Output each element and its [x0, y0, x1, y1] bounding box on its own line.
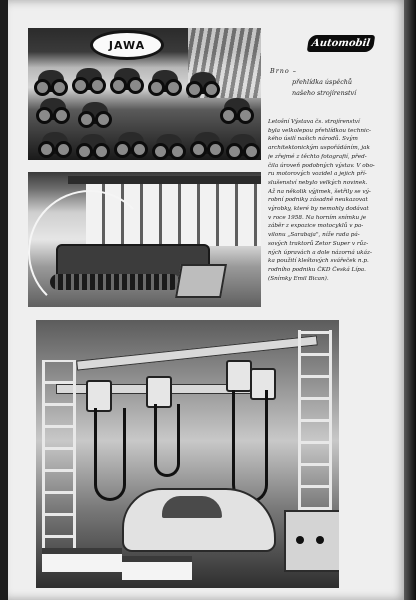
dozer-blade [175, 264, 227, 298]
body-line: výrobky, které by nemohly dodávat [268, 206, 369, 213]
body-line: slušenství nebylo velkých novinek. [268, 179, 368, 186]
body-line: ných úpravách a dole názorná ukáz- [268, 249, 372, 256]
motorcycle [152, 70, 178, 92]
body-line: ka použití kleštových svářeček n.p. [268, 258, 369, 265]
body-line: záběr z expozice motocyklů v pa- [268, 223, 364, 230]
body-line: ru motorových vozidel a jejich pří- [268, 171, 367, 178]
photo-motorcycle-exhibit [28, 28, 261, 160]
motorcycle [230, 134, 256, 156]
automobil-logo: Automobil [307, 35, 375, 52]
welder-control-box [284, 510, 339, 572]
photo-tractor-exhibit [28, 172, 261, 307]
pavilion-roof [68, 176, 261, 184]
body-line: sových traktorů Zetor Super v růz- [268, 240, 369, 247]
body-line: v roce 1958. Na horním snímku je [268, 214, 367, 221]
welding-cable [232, 390, 268, 503]
motorcycle [118, 132, 144, 154]
motorcycle [82, 102, 108, 124]
control-dial [296, 536, 304, 544]
body-line: byla velkolepou přehlídkou technic- [268, 127, 371, 134]
jawa-sign: JAWA [90, 30, 164, 60]
control-dial [316, 536, 324, 544]
welding-cable [154, 404, 180, 477]
body-line: je zřejmé z těchto fotografií, před- [268, 153, 367, 160]
motorcycle [80, 134, 106, 156]
body-line: kého úsilí našich národů. Svým [268, 136, 358, 143]
motorcycle [190, 72, 216, 94]
body-line: architektonickým uspořádáním, jak [268, 145, 370, 152]
flower-planter [122, 556, 192, 580]
flower-planter [42, 548, 122, 572]
body-line: Až na několik výjimek, šetřily se vý- [268, 188, 371, 195]
body-line: robní podniky zásadně neukazovat [268, 197, 368, 204]
motorcycle [40, 98, 66, 120]
article-body [268, 118, 382, 283]
body-line: rodního podniku ČKD Česká Lípa. [268, 266, 366, 273]
scaffold-tower [298, 330, 332, 510]
motorcycle [76, 68, 102, 90]
photo-welding-exhibit [36, 320, 339, 588]
motorcycle [38, 70, 64, 92]
car-window [162, 496, 222, 518]
body-line: čila úroveň podobných výstav. V obo- [268, 162, 375, 169]
scaffold-tower [42, 360, 76, 560]
overhead-beam [76, 335, 318, 370]
motorcycle [156, 134, 182, 156]
welding-gun [226, 360, 252, 392]
welding-cable [94, 408, 126, 501]
body-line: Letošní Výstava čs. strojírenství [268, 119, 360, 125]
page-spine [404, 0, 416, 600]
motorcycle [114, 68, 140, 90]
heading-line: Brno – [270, 67, 297, 75]
heading-line: přehlídka úspěchů [292, 78, 353, 86]
heading-line: našeho strojírenství [292, 89, 357, 97]
body-line: vilonu „Sarabaja", níže rada pá- [268, 232, 360, 239]
motorcycle [224, 98, 250, 120]
tractor-track [50, 274, 180, 290]
motorcycle [194, 132, 220, 154]
article-heading [270, 66, 380, 99]
body-line: (Snímky Emil Bican). [268, 275, 329, 282]
motorcycle [42, 132, 68, 154]
